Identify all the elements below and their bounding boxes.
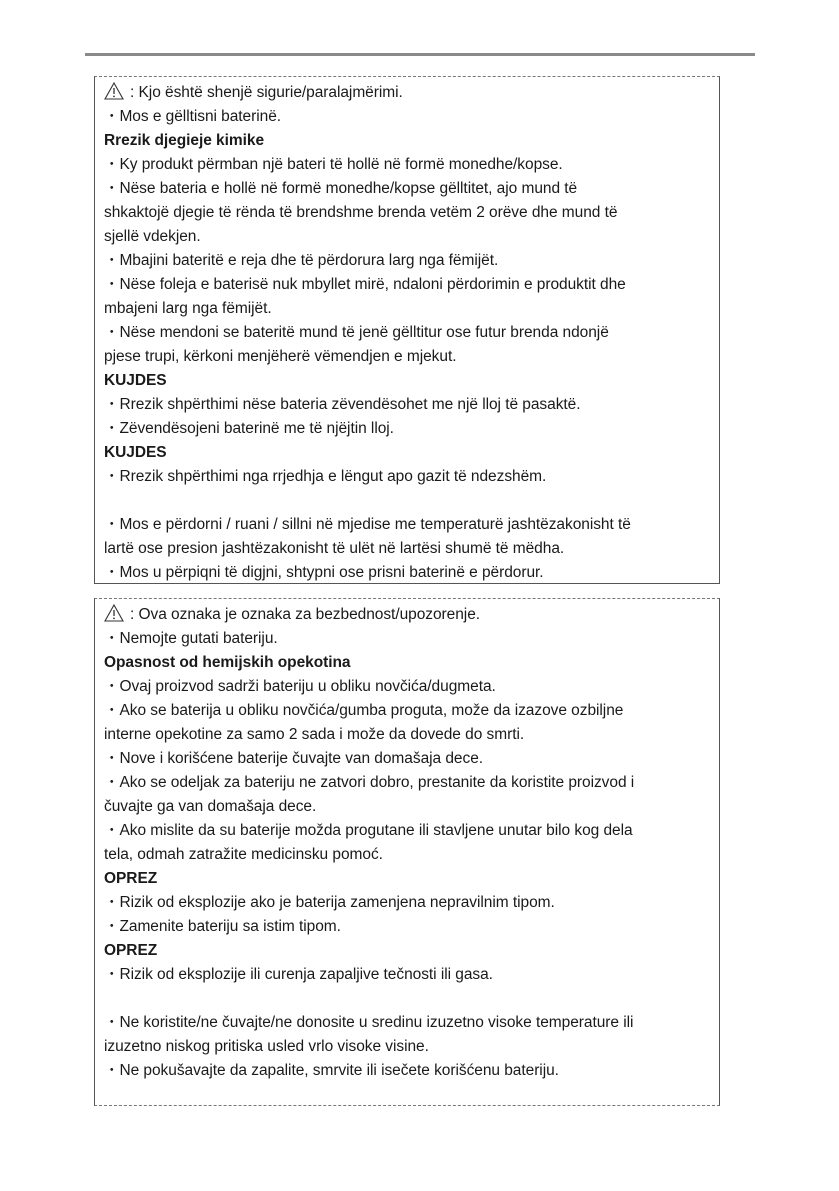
warning-lines [104,627,719,1083]
section-heading: OPREZ [104,942,158,959]
section-heading: OPREZ [104,870,158,887]
warning-symbol-line [104,81,719,105]
text-line: ・Ne koristite/ne čuvajte/ne donosite u sredinu izuzetno visoke temperature ili [104,1014,634,1031]
warning-symbol-text: : Ova oznaka je oznaka za bezbednost/upozorenje. [130,606,481,623]
text-line: ・Ky produkt përmban një bateri të hollë në formë monedhe/kopse. [104,156,563,173]
text-line: ・Rizik od eksplozije ako je baterija zamenjena nepravilnim tipom. [104,894,555,911]
text-line: čuvajte ga van domašaja dece. [104,798,317,815]
text-line: ・Rrezik shpërthimi nga rrjedhja e lëngut apo gazit të ndezshëm. [104,468,547,485]
section-heading: KUJDES [104,444,167,461]
text-line: ・Rrezik shpërthimi nëse bateria zëvendësohet me një lloj të pasaktë. [104,396,581,413]
text-line: ・Zamenite bateriju sa istim tipom. [104,918,341,935]
text-line: shkaktojë djegie të rënda të brendshme brenda vetëm 2 orëve dhe mund të [104,204,618,221]
text-line: pjese trupi, kërkoni menjëherë vëmendjen e mjekut. [104,348,457,365]
text-line: sjellë vdekjen. [104,228,201,245]
text-line: ・Ako se odeljak za bateriju ne zatvori dobro, prestanite da koristite proizvod i [104,774,635,791]
text-line: ・Ne pokušavajte da zapalite, smrvite ili isečete korišćenu bateriju. [104,1062,559,1079]
text-line: ・Nemojte gutati bateriju. [104,630,278,647]
text-line: ・Rizik od eksplozije ili curenja zapaljive tečnosti ili gasa. [104,966,493,983]
text-line: ・Ako mislite da su baterije možda progutane ili stavljene unutar bilo kog dela [104,822,633,839]
warning-lines [104,105,719,585]
blank-line [104,489,719,513]
text-line: lartë ose presion jashtëzakonisht të ulët në lartësi shumë të mëdha. [104,540,565,557]
text-line: ・Mbajini bateritë e reja dhe të përdorura larg nga fëmijët. [104,252,499,269]
warning-box-serbian [94,598,720,1106]
section-heading: KUJDES [104,372,167,389]
text-line: ・Nëse bateria e hollë në formë monedhe/kopse gëlltitet, ajo mund të [104,180,578,197]
text-line: interne opekotine za samo 2 sada i može da dovede do smrti. [104,726,525,743]
warning-symbol-text: : Kjo është shenjë sigurie/paralajmërimi. [130,84,403,101]
text-line: ・Nove i korišćene baterije čuvajte van domašaja dece. [104,750,484,767]
text-line: ・Mos u përpiqni të digjni, shtypni ose prisni baterinë e përdorur. [104,564,544,581]
warning-triangle-icon [104,604,124,622]
warning-symbol-line [104,603,719,627]
text-line: mbajeni larg nga fëmijët. [104,300,272,317]
text-line: ・Mos e përdorni / ruani / sillni në mjedise me temperaturë jashtëzakonisht të [104,516,631,533]
text-line: ・Nëse foleja e baterisë nuk mbyllet mirë, ndaloni përdorimin e produktit dhe [104,276,626,293]
warning-triangle-icon [104,82,124,100]
blank-line [104,987,719,1011]
section-heading: Rrezik djegieje kimike [104,132,265,149]
section-heading: Opasnost od hemijskih opekotina [104,654,351,671]
text-line: tela, odmah zatražite medicinsku pomoć. [104,846,383,863]
text-line: ・Zëvendësojeni baterinë me të njëjtin lloj. [104,420,394,437]
warning-box-albanian [94,76,720,584]
text-line: ・Ovaj proizvod sadrži bateriju u obliku novčića/dugmeta. [104,678,496,695]
header-rule [85,53,755,56]
text-line: ・Ako se baterija u obliku novčića/gumba proguta, može da izazove ozbiljne [104,702,624,719]
text-line: izuzetno niskog pritiska usled vrlo visoke visine. [104,1038,429,1055]
text-line: ・Nëse mendoni se bateritë mund të jenë gëlltitur ose futur brenda ndonjë [104,324,609,341]
text-line: ・Mos e gëlltisni baterinë. [104,108,282,125]
